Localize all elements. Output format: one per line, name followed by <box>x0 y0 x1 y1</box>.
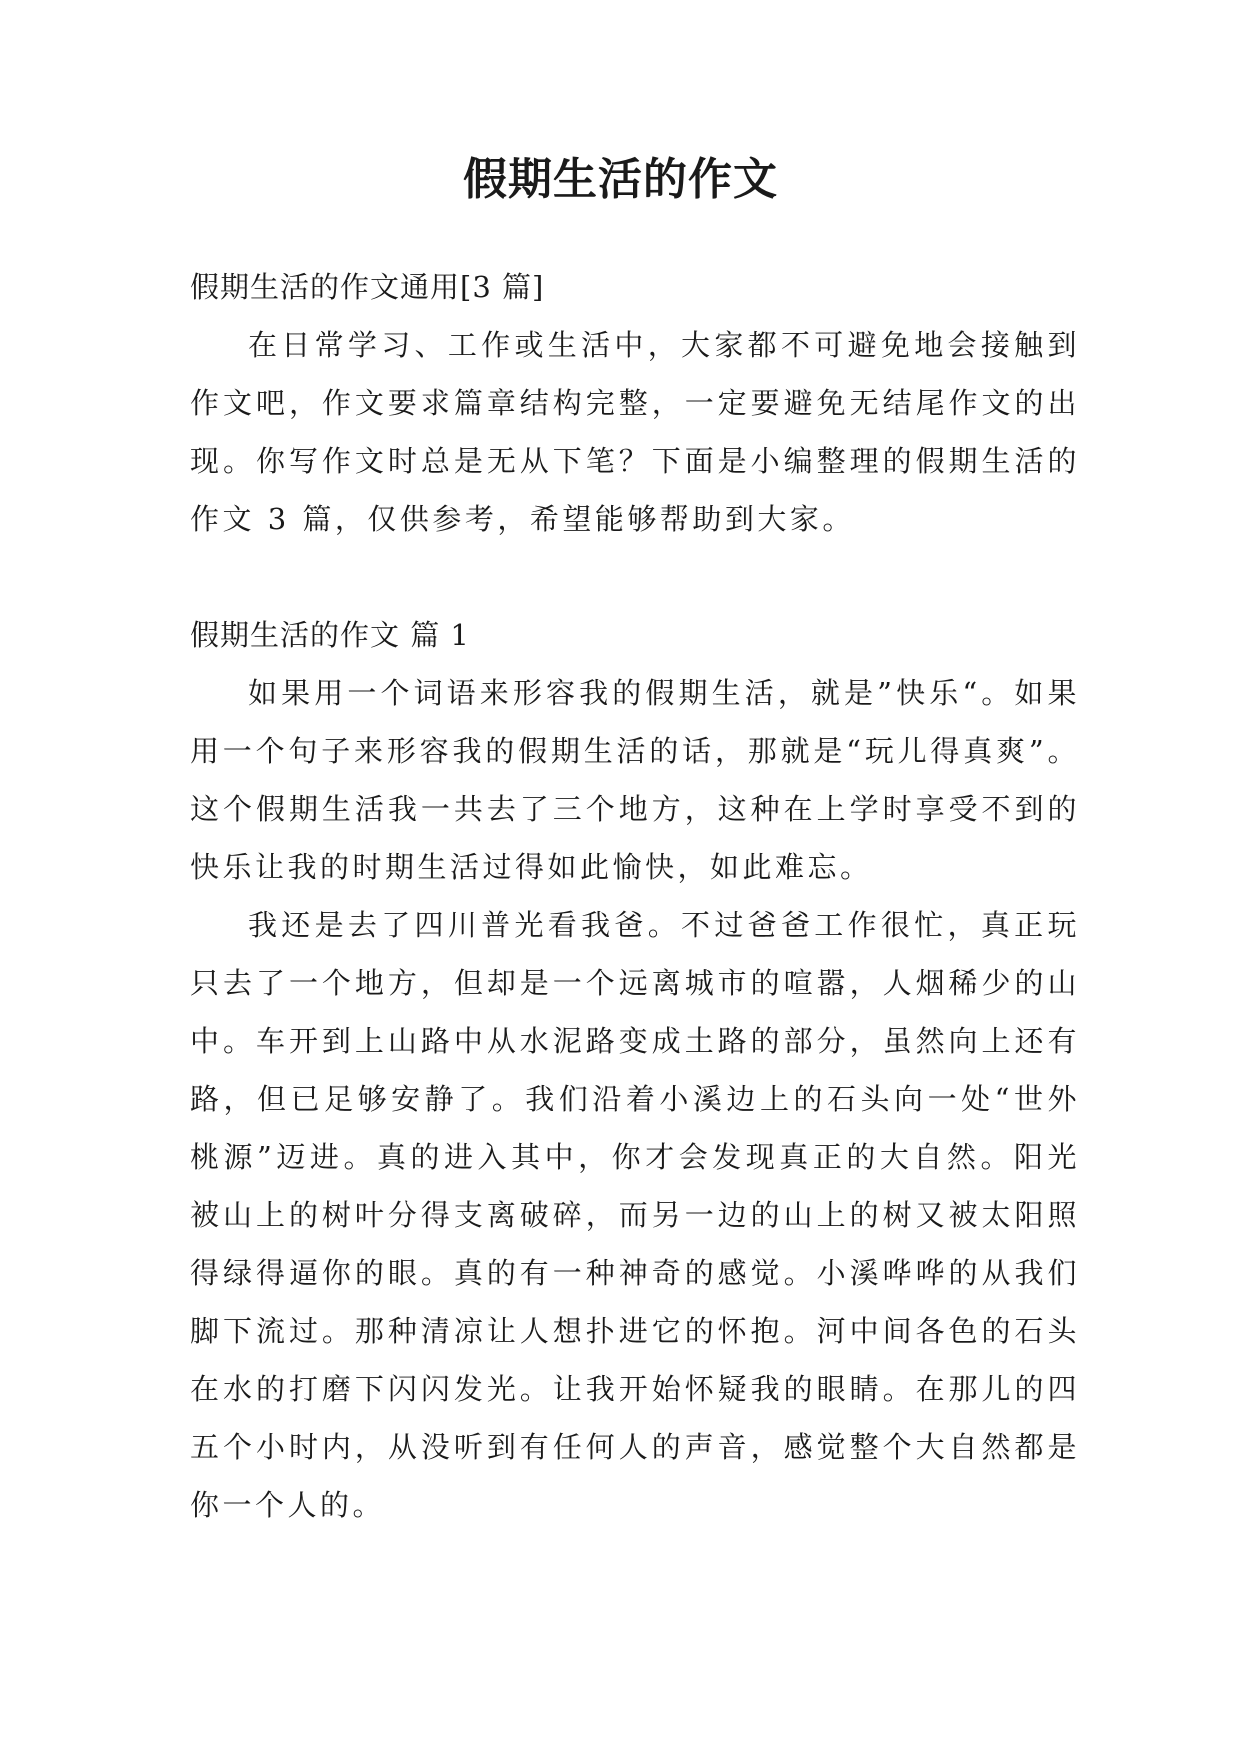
section-1-paragraph-2: 我还是去了四川普光看我爸。不过爸爸工作很忙，真正玩只去了一个地方，但却是一个远离城市的喧嚣，人烟稀少的山中。车开到上山路中从水泥路变成土路的部分，虽然向上还有路，但已足够安静了。我们沿着小溪边上的石头向一处“世外桃源”迈进。真的进入其中，你才会发现真正的大自然。阳光被山上的树叶分得支离破碎，而另一边的山上的树又被太阳照得绿得逼你的眼。真的有一种神奇的感觉。小溪哗哗的从我们脚下流过。那种清凉让人想扑进它的怀抱。河中间各色的石头在水的打磨下闪闪发光。让我开始怀疑我的眼睛。在那儿的四五个小时内，从没听到有任何人的声音，感觉整个大自然都是你一个人的。 <box>190 908 1080 1522</box>
section-1-heading: 假期生活的作文 篇 1 <box>190 618 470 652</box>
intro-paragraph: 在日常学习、工作或生活中，大家都不可避免地会接触到作文吧，作文要求篇章结构完整，一定要避免无结尾作文的出现。你写作文时总是无从下笔？下面是小编整理的假期生活的作文 3 篇，仅供参考，希望能够帮助到大家。 <box>190 328 1080 536</box>
section-spacer <box>190 548 1080 606</box>
intro-heading: 假期生活的作文通用[3 篇] <box>190 270 545 304</box>
section-1-paragraph-1: 如果用一个词语来形容我的假期生活，就是”快乐“。如果用一个句子来形容我的假期生活的话，那就是“玩儿得真爽”。这个假期生活我一共去了三个地方，这种在上学时享受不到的快乐让我的时期生活过得如此愉快，如此难忘。 <box>190 676 1080 884</box>
document-title: 假期生活的作文 <box>463 154 778 205</box>
document-body <box>190 258 1080 1534</box>
